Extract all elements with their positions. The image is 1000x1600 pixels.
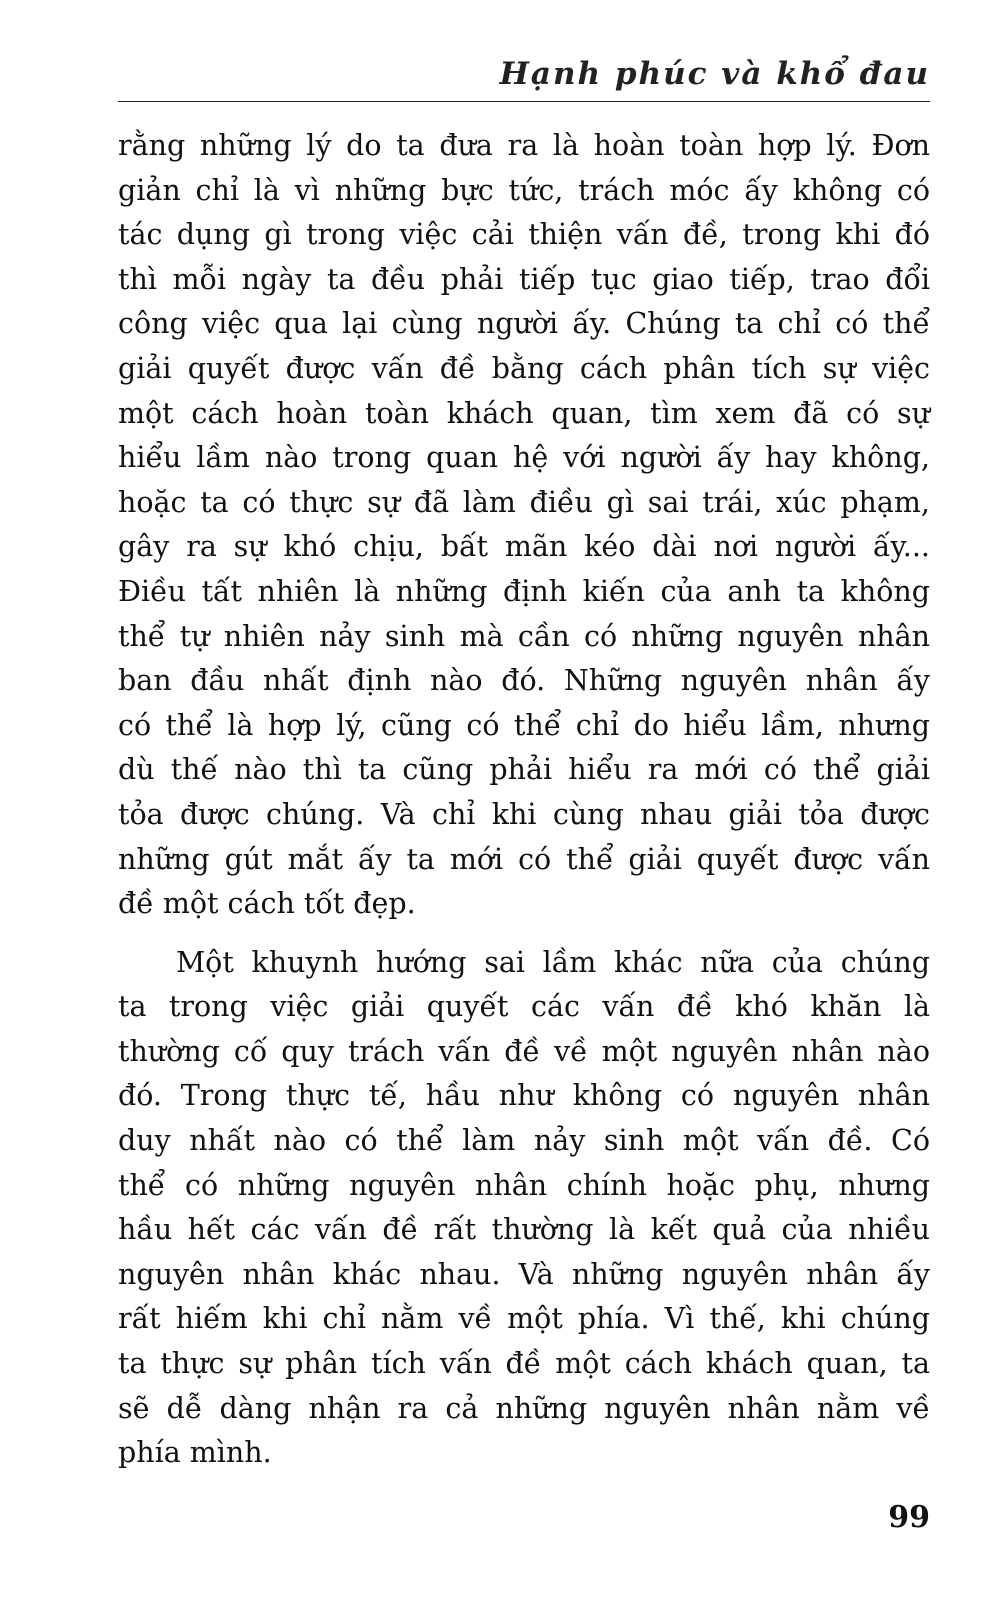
text-line: Điều tất nhiên là những định kiến của anh ta không (118, 574, 930, 608)
text-line: tác dụng gì trong việc cải thiện vấn đề, trong khi đó (118, 218, 930, 252)
text-line: gây ra sự khó chịu, bất mãn kéo dài nơi người ấy... (118, 530, 930, 564)
text-line: Một khuynh hướng sai lầm khác nữa của chúng (176, 945, 930, 979)
text-line: nguyên nhân khác nhau. Và những nguyên nhân ấy (118, 1257, 930, 1291)
running-header (118, 52, 930, 102)
page-number: 99 (888, 1500, 930, 1535)
text-line: rất hiếm khi chỉ nằm về một phía. Vì thế, khi chúng (118, 1302, 930, 1336)
text-line: thì mỗi ngày ta đều phải tiếp tục giao tiếp, trao đổi (118, 262, 930, 296)
text-line: ta trong việc giải quyết các vấn đề khó khăn là (118, 990, 930, 1024)
text-line: những gút mắt ấy ta mới có thể giải quyết được vấn (118, 842, 930, 876)
running-header-title: Hạnh phúc và khổ đau (499, 56, 930, 92)
text-line: hoặc ta có thực sự đã làm điều gì sai trái, xúc phạm, (118, 485, 930, 519)
text-line: thường cố quy trách vấn đề về một nguyên nhân nào (118, 1034, 930, 1068)
text-line: công việc qua lại cùng người ấy. Chúng ta chỉ có thể (118, 307, 930, 341)
text-line: thể tự nhiên nảy sinh mà cần có những nguyên nhân (118, 619, 930, 653)
text-line: ta thực sự phân tích vấn đề một cách khách quan, ta (118, 1347, 930, 1381)
text-line: duy nhất nào có thể làm nảy sinh một vấn đề. Có (118, 1124, 930, 1158)
text-line: sẽ dễ dàng nhận ra cả những nguyên nhân nằm về (118, 1391, 930, 1425)
text-line: đó. Trong thực tế, hầu như không có nguyên nhân (118, 1079, 930, 1113)
text-line: dù thế nào thì ta cũng phải hiểu ra mới có thể giải (118, 753, 930, 787)
text-line: một cách hoàn toàn khách quan, tìm xem đã có sự (118, 396, 930, 430)
text-line: giản chỉ là vì những bực tức, trách móc ấy không có (118, 173, 930, 207)
text-line: đề một cách tốt đẹp. (118, 887, 416, 921)
text-line: giải quyết được vấn đề bằng cách phân tích sự việc (118, 351, 930, 385)
text-line: thể có những nguyên nhân chính hoặc phụ, nhưng (118, 1168, 930, 1202)
text-line: phía mình. (118, 1436, 272, 1470)
text-line: rằng những lý do ta đưa ra là hoàn toàn hợp lý. Đơn (118, 129, 930, 162)
text-line: ban đầu nhất định nào đó. Những nguyên nhân ấy (118, 664, 930, 698)
text-line: tỏa được chúng. Và chỉ khi cùng nhau giải tỏa được (118, 797, 930, 831)
text-line: hiểu lầm nào trong quan hệ với người ấy hay không, (118, 441, 930, 475)
text-line: có thể là hợp lý, cũng có thể chỉ do hiểu lầm, nhưng (118, 708, 930, 742)
text-line: hầu hết các vấn đề rất thường là kết quả của nhiều (118, 1213, 930, 1247)
body-text (118, 124, 930, 1476)
